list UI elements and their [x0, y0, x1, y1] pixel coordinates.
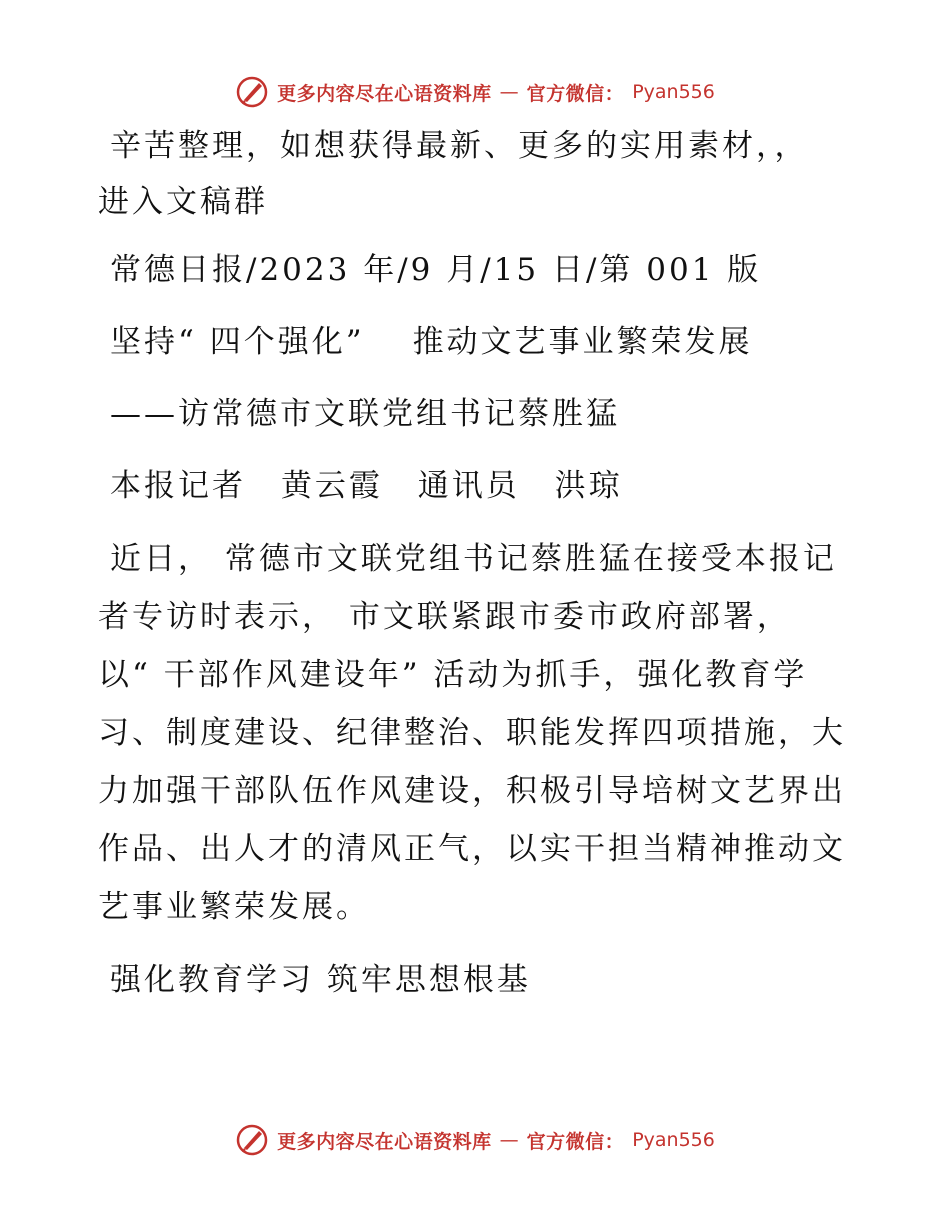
body-paragraph	[98, 530, 858, 936]
headline-part-2: 推动文艺事业繁荣发展	[412, 324, 753, 360]
subheadline: ——访常德市文联党组书记蔡胜猛	[110, 396, 620, 432]
watermark-wechat-id: Pyan556	[632, 81, 715, 103]
byline-role-1: 本报记者	[110, 468, 246, 504]
watermark-separator: —	[499, 81, 519, 103]
document-body	[98, 118, 858, 1022]
byline-name-1: 黄云霞	[280, 468, 383, 504]
body-line: 近日， 常德市文联党组书记蔡胜猛在接受本报记	[110, 541, 837, 577]
byline-name-2: 洪琼	[554, 468, 623, 504]
footer-watermark	[0, 1118, 950, 1162]
watermark-separator: —	[499, 1129, 519, 1151]
quill-pen-logo-icon	[235, 1123, 269, 1157]
headline-part-1: 坚持“ 四个强化”	[110, 324, 365, 360]
section-heading: 强化教育学习 筑牢思想根基	[110, 962, 531, 998]
body-line: 力加强干部队伍作风建设，积极引导培树文艺界出	[98, 773, 846, 809]
intro-paragraph	[98, 118, 858, 230]
source-line: 常德日报/2023 年/9 月/15 日/第 001 版	[110, 252, 762, 288]
watermark-wechat-label: 官方微信：	[526, 82, 625, 105]
byline-role-2: 通讯员	[417, 468, 520, 504]
watermark-wechat-id: Pyan556	[632, 1129, 715, 1151]
body-line: 以“ 干部作风建设年” 活动为抓手，强化教育学	[98, 657, 808, 693]
body-line: 作品、出人才的清风正气，以实干担当精神推动文	[98, 831, 846, 867]
body-line: 艺事业繁荣发展。	[98, 889, 370, 925]
headline	[98, 314, 858, 370]
watermark-text: 更多内容尽在心语资料库	[277, 1130, 492, 1153]
watermark-text: 更多内容尽在心语资料库	[277, 82, 492, 105]
header-watermark	[0, 70, 950, 114]
body-line: 者专访时表示， 市文联紧跟市委市政府部署，	[98, 599, 791, 635]
intro-line-1: 辛苦整理，如想获得最新、更多的实用素材，，	[110, 128, 809, 164]
body-line: 习、制度建设、纪律整治、职能发挥四项措施，大	[98, 715, 846, 751]
quill-pen-logo-icon	[235, 75, 269, 109]
watermark-wechat-label: 官方微信：	[526, 1130, 625, 1153]
byline	[98, 458, 858, 514]
intro-line-2: 进入文稿群	[98, 184, 268, 220]
